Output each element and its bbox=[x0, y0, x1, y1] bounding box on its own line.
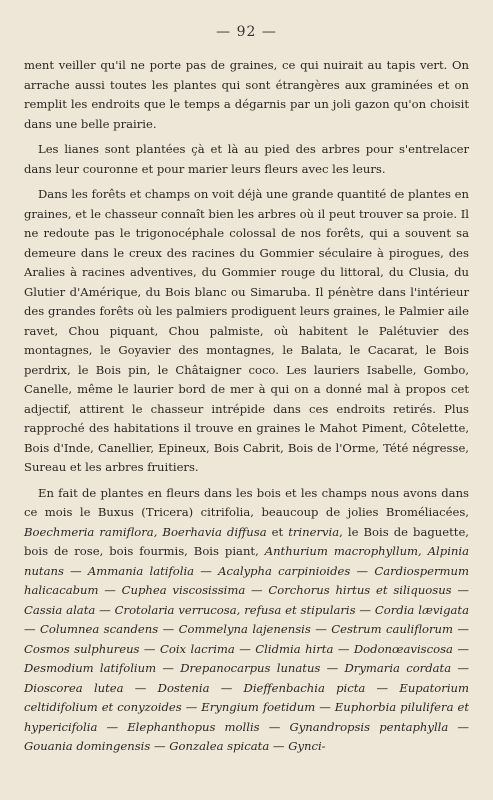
paragraph bbox=[24, 56, 469, 134]
italic-text: Boechmeria ramiflora, Boerhavia diffusa bbox=[24, 524, 267, 539]
paragraph bbox=[24, 484, 469, 757]
document-body bbox=[24, 56, 469, 757]
text-segment: et bbox=[266, 524, 289, 539]
italic-text: trinervia bbox=[288, 524, 340, 539]
paragraph bbox=[24, 140, 469, 179]
text-segment: En fait de plantes en fleurs dans les bois et les champs nous avons dans ce mois le Buxus (Tricera) citrifolia, beaucoup de jolies Broméliacées, bbox=[24, 485, 469, 519]
page-number: — 92 — bbox=[216, 24, 277, 40]
italic-text: Anthurium macrophyllum, Alpinia nutans — Ammania latifolia — Acalypha carpinioides — Cardiospermum halicacabum — Cuphea viscosissima — Corchorus hirtus et siliquosus — Cassia alata — Crotolaria verrucosa, refusa et stipularis — Cordia lævigata — Columnea scandens — Commelyna lajenensis — Cestrum cauliflorum — Cosmos sulphureus — Coix lacrima — Clidmia hirta — Dodonœaviscosa — Desmodium latifolium — Drepanocarpus lunatus — Drymaria cordata — Dioscorea lutea — Dostenia — Dieffenbachia picta — Eupatorium celtidifolium et conyzoides — Eryngium foetidum — Euphorbia pilulifera et hypericifolia — Elephanthopus mollis — Gynandropsis pentaphylla — Gouania domingensis — Gonzalea spicata — Gynci- bbox=[24, 544, 469, 753]
text-segment: , le Bois de baguette, bois de rose, bois fourmis, Bois piant, bbox=[24, 524, 469, 558]
text-segment: Les lianes sont plantées çà et là au pied des arbres pour s'entrelacer dans leur couronne et pour marier leurs fleurs avec les leurs. bbox=[24, 142, 469, 176]
text-segment: Dans les forêts et champs on voit déjà une grande quantité de plantes en graines, et le chasseur connaît bien les arbres où il peut trouver sa proie. Il ne redoute pas le trigonocéphale colossal de nos forêts, qui a souvent sa demeure dans le creux des racines du Gommier séculaire à pirogues, des Aralies à racines adventives, du Gommier rouge du littoral, du Clusia, du Glutier d'Amérique, du Bois blanc ou Simaruba. Il pénètre dans l'intérieur des grandes forêts où les palmiers prodiguent leurs graines, le Palmier aile ravet, Chou piquant, Chou palmiste, où habitent le Palétuvier des montagnes, le Goyavier des montagnes, le Balata, le Cacarat, le Bois perdrix, le Bois pin, le Châtaigner coco. Les lauriers Isabelle, Gombo, Canelle, même le laurier bord de mer à qui on a donné mal à propos cet adjectif, attirent le chasseur intrépide dans ces endroits retirés. Plus rapproché des habitations il trouve en graines le Mahot Piment, Côtelette, Bois d'Inde, Canellier, Epineux, Bois Cabrit, Bois de l'Orme, Tété négresse, Sureau et les arbres fruitiers. bbox=[24, 187, 469, 474]
paragraph bbox=[24, 185, 469, 478]
text-segment: ment veiller qu'il ne porte pas de graines, ce qui nuirait au tapis vert. On arrache aussi toutes les plantes qui sont étrangères aux graminées et on remplit les endroits que le temps a dégarnis par un joli gazon qu'on choisit dans une belle prairie. bbox=[24, 58, 469, 131]
